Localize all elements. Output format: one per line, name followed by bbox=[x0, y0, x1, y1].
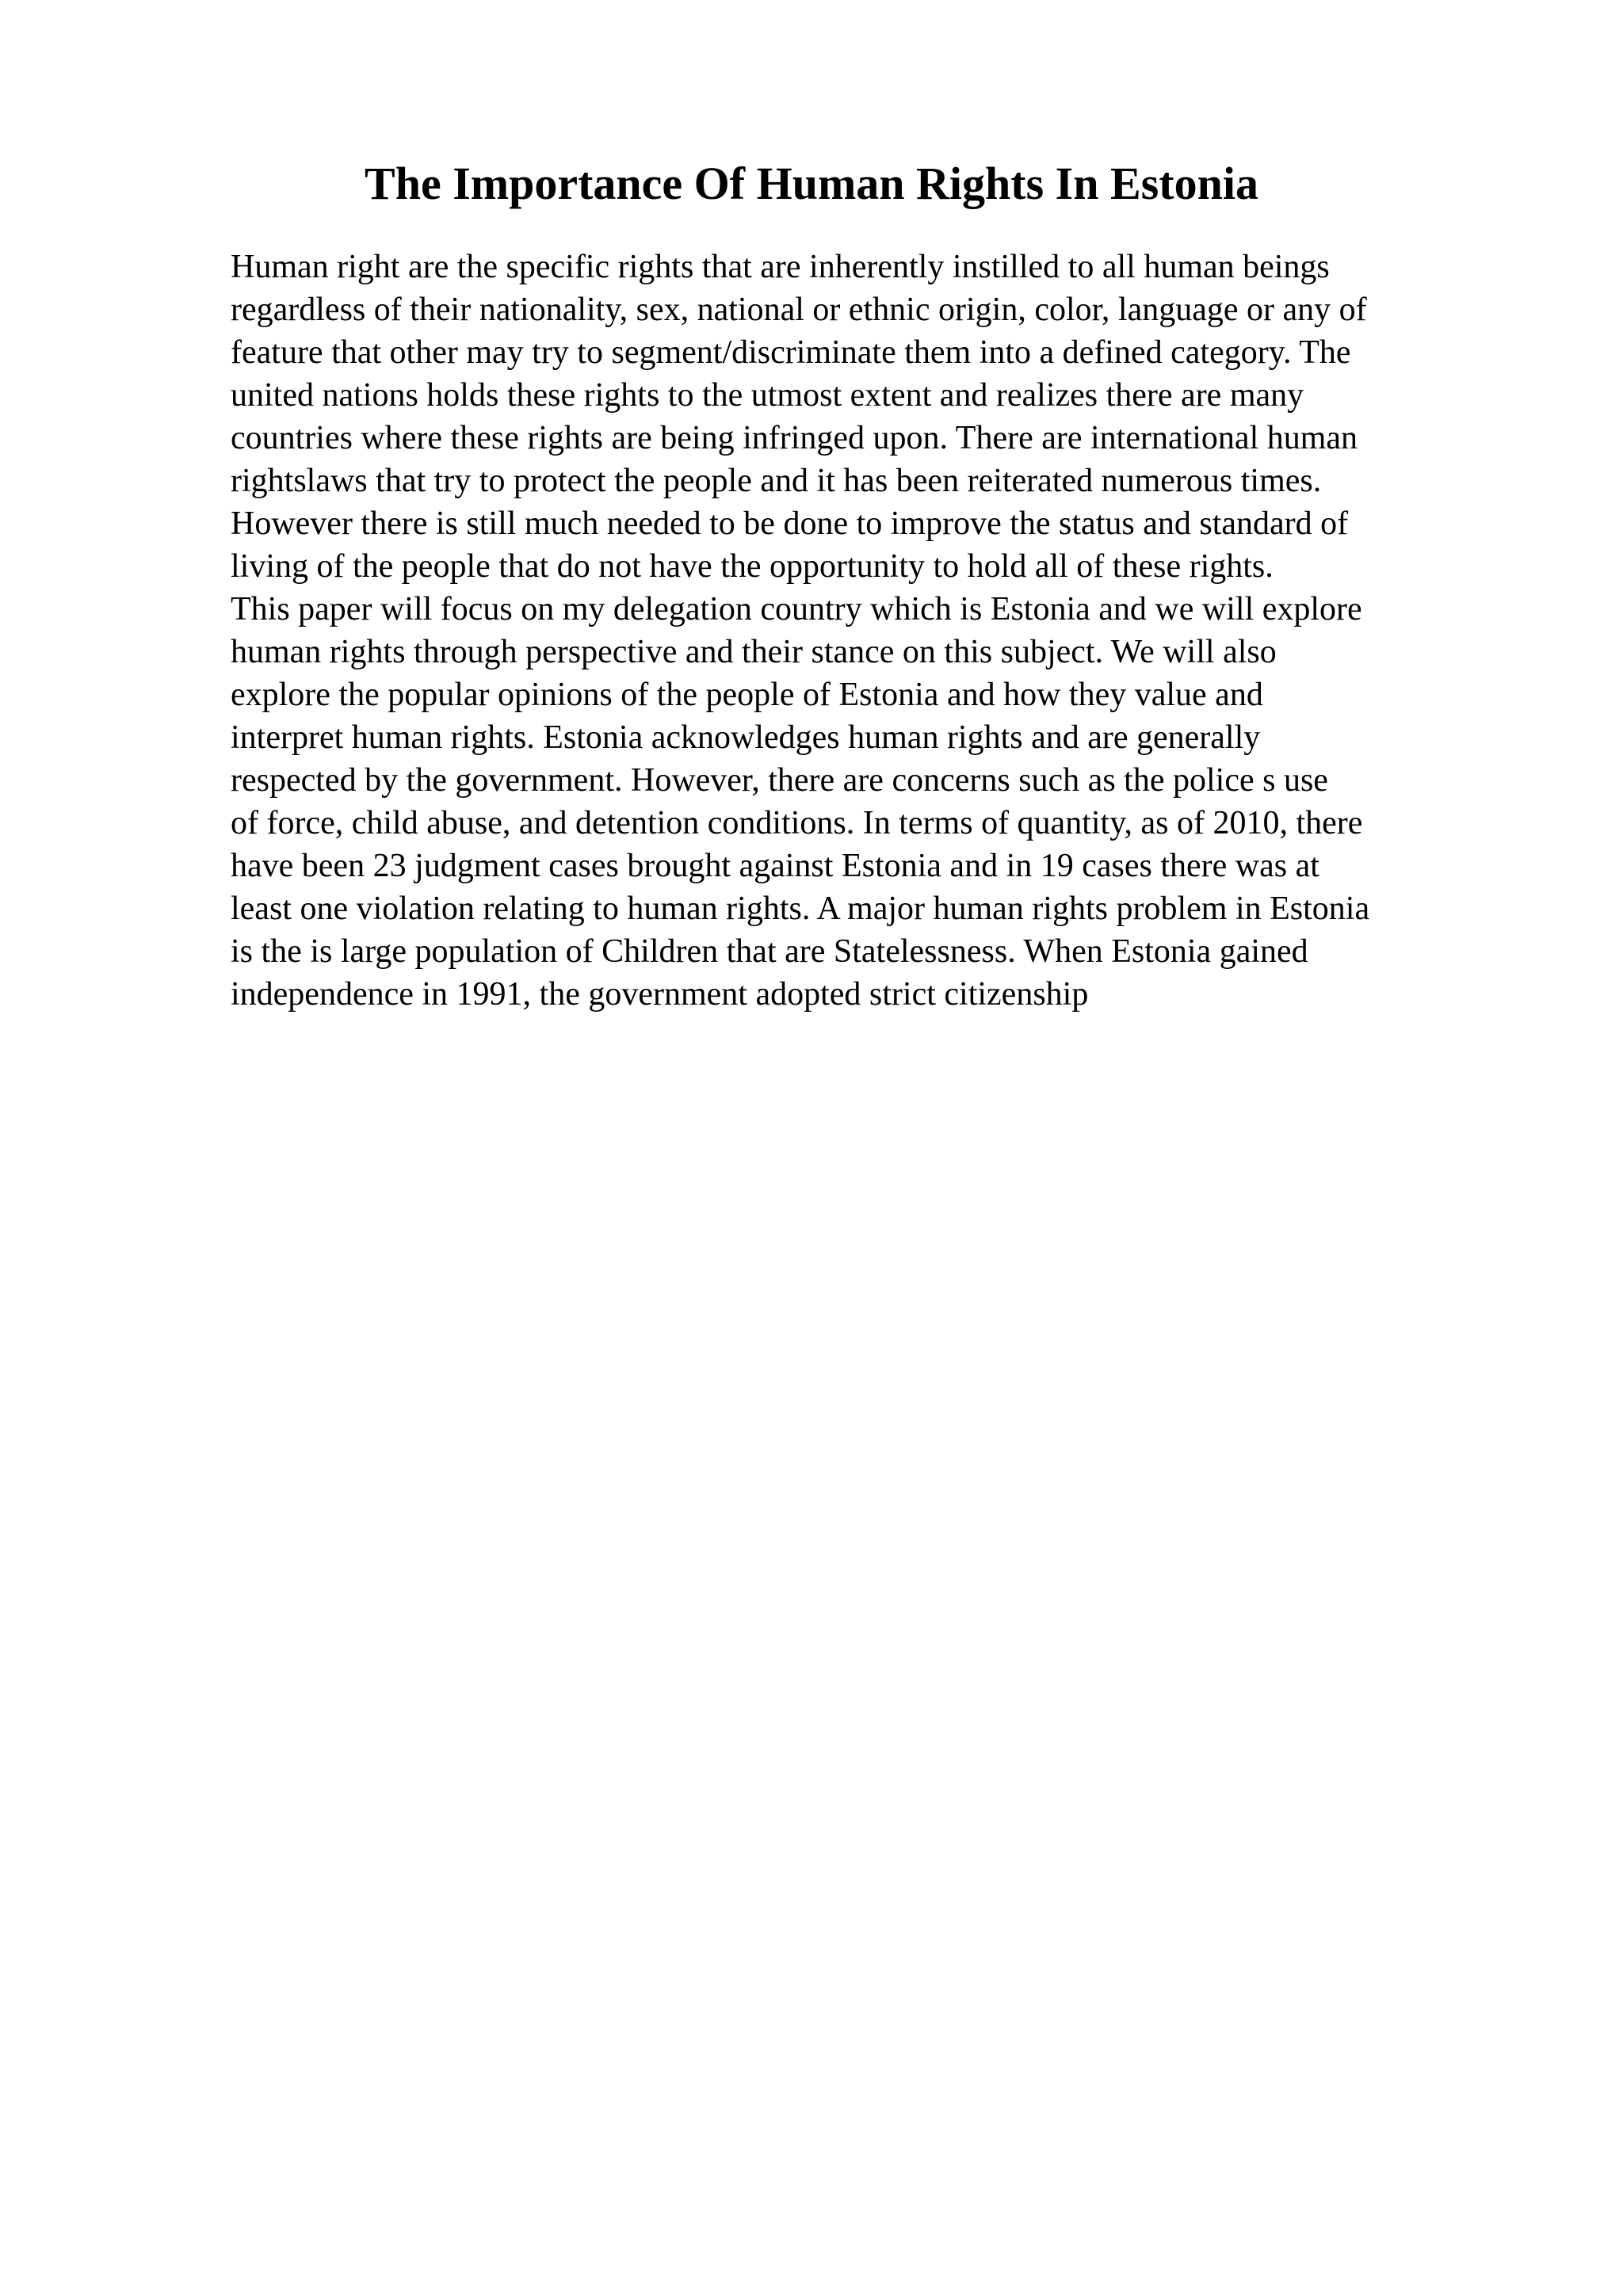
text-line: regardless of their nationality, sex, national or ethnic origin, color, language or any of bbox=[231, 292, 1367, 328]
text-line: have been 23 judgment cases brought against Estonia and in 19 cases there was at bbox=[231, 848, 1319, 884]
text-line: However there is still much needed to be done to improve the status and standard of bbox=[231, 505, 1349, 542]
text-line: countries where these rights are being infringed upon. There are international human bbox=[231, 420, 1358, 456]
text-line: least one violation relating to human rights. A major human rights problem in Estonia bbox=[231, 891, 1370, 927]
text-line: rightslaws that try to protect the people and it has been reiterated numerous times. bbox=[231, 463, 1322, 499]
text-line: explore the popular opinions of the people of Estonia and how they value and bbox=[231, 677, 1263, 713]
text-line: living of the people that do not have the opportunity to hold all of these rights. bbox=[231, 548, 1274, 585]
document-title: The Importance Of Human Rights In Estonia bbox=[365, 158, 1258, 209]
text-line: This paper will focus on my delegation country which is Estonia and we will explore bbox=[231, 591, 1362, 627]
text-line: united nations holds these rights to the utmost extent and realizes there are many bbox=[231, 377, 1304, 414]
text-line: Human right are the specific rights that are inherently instilled to all human beings bbox=[231, 249, 1330, 285]
text-line: interpret human rights. Estonia acknowledges human rights and are generally bbox=[231, 719, 1261, 756]
text-line: feature that other may try to segment/discriminate them into a defined category. The bbox=[231, 334, 1351, 371]
text-line: human rights through perspective and their stance on this subject. We will also bbox=[231, 634, 1277, 670]
text-line: is the is large population of Children that are Statelessness. When Estonia gained bbox=[231, 933, 1308, 970]
text-line: independence in 1991, the government adopted strict citizenship bbox=[231, 976, 1089, 1013]
text-line: respected by the government. However, there are concerns such as the police s use bbox=[231, 762, 1328, 799]
text-line: of force, child abuse, and detention conditions. In terms of quantity, as of 2010, there bbox=[231, 805, 1363, 841]
body-paragraph bbox=[231, 246, 1530, 1016]
